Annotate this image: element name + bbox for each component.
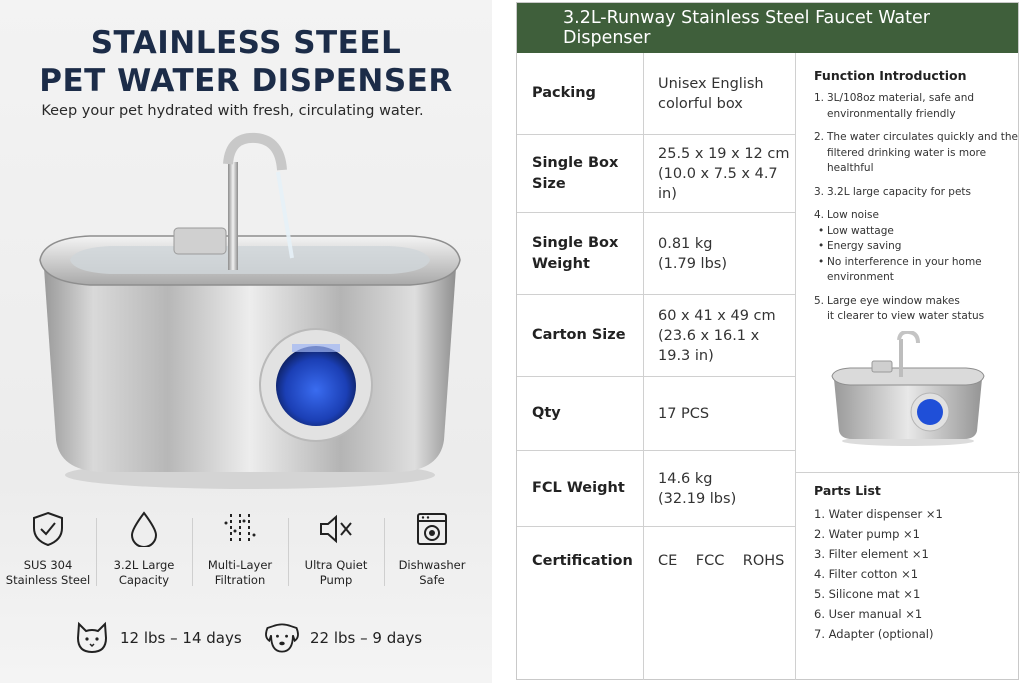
feature-quiet-pump	[288, 510, 384, 600]
list-item: 5. Silicone mat ×1	[814, 587, 921, 601]
parts-title: Parts List	[814, 483, 881, 498]
capacity-dog-text: 22 lbs – 9 days	[310, 629, 423, 647]
list-item: 6. User manual ×1	[814, 607, 923, 621]
spec-key	[517, 233, 643, 275]
table-row	[517, 135, 795, 213]
list-text: Low noise	[827, 209, 879, 221]
spec-value: CE FCC ROHS	[643, 527, 795, 680]
list-item	[814, 294, 1014, 325]
headline	[0, 24, 492, 100]
feature-label: Safe	[419, 573, 445, 587]
parts-items	[814, 504, 1014, 644]
bullet-item: • No interference in your home environment	[818, 255, 982, 283]
spec-value-line: 0.81 kg	[658, 235, 713, 252]
list-item	[814, 91, 1014, 122]
headline-line-1: STAINLESS STEEL	[90, 25, 402, 61]
list-text: environmentally friendly	[827, 107, 956, 120]
spec-value-line: (23.6 x 16.1 x 19.3 in)	[658, 327, 760, 364]
spec-value	[643, 295, 795, 376]
spec-key: Qty	[532, 405, 561, 421]
spec-value	[643, 135, 795, 212]
list-text: Large eye window makes	[827, 294, 960, 307]
list-text: healthful	[827, 162, 874, 174]
capacity-cat	[72, 618, 242, 658]
list-number: 3.	[814, 185, 825, 198]
filtration-icon	[221, 510, 259, 548]
spec-key-line: Single Box	[532, 234, 619, 251]
shield-check-icon	[29, 510, 67, 548]
feature-label: 3.2L Large	[113, 558, 175, 572]
spec-value	[643, 53, 795, 134]
feature-label: Dishwasher	[398, 558, 466, 572]
list-number: 4.	[814, 209, 825, 221]
table-row	[517, 53, 795, 135]
spec-key: Certification	[532, 553, 633, 569]
headline-line-2: PET WATER DISPENSER	[39, 63, 453, 99]
spec-value	[643, 377, 795, 450]
water-dispenser-image	[30, 130, 470, 500]
parts-list	[814, 483, 1014, 644]
spec-value-line: 60 x 41 x 49 cm	[658, 307, 776, 324]
side-divider	[796, 472, 1020, 473]
feature-label: Capacity	[118, 573, 170, 587]
spec-sheet	[516, 2, 1019, 680]
side-panel	[795, 53, 1019, 680]
spec-key: FCL Weight	[532, 480, 625, 496]
list-item	[814, 208, 1014, 286]
speaker-mute-icon	[317, 510, 355, 548]
table-row	[517, 213, 795, 295]
function-introduction	[814, 68, 1018, 333]
capacity-cat-text: 12 lbs – 14 days	[120, 629, 242, 647]
list-text: 3.2L large capacity for pets	[827, 185, 971, 198]
spec-key-line: Weight	[532, 255, 590, 272]
list-item: 4. Filter cotton ×1	[814, 567, 919, 581]
table-row	[517, 295, 795, 377]
list-number: 1.	[814, 92, 825, 104]
bullet-item: • Low wattage	[818, 224, 982, 240]
list-item	[814, 185, 1014, 201]
list-text: filtered drinking water is more	[827, 146, 987, 159]
list-item: 7. Adapter (optional)	[814, 627, 934, 641]
function-list	[814, 91, 1018, 325]
feature-label: Stainless Steel	[5, 573, 91, 587]
feature-label: Filtration	[214, 573, 266, 587]
spec-value-line: Unisex English	[658, 75, 764, 92]
spec-value	[643, 451, 795, 526]
tagline: Keep your pet hydrated with fresh, circulating water.	[41, 103, 424, 119]
feature-label: Ultra Quiet	[304, 558, 368, 572]
list-item	[814, 130, 1018, 177]
feature-stainless-steel	[0, 510, 96, 600]
list-number: 5.	[814, 294, 825, 307]
feature-label: Multi-Layer	[207, 558, 273, 572]
spec-title: 3.2L-Runway Stainless Steel Faucet Water Dispenser	[517, 3, 1018, 53]
spec-key: Packing	[532, 85, 596, 101]
feature-capacity	[96, 510, 192, 600]
spec-value-line: (10.0 x 7.5 x 4.7 in)	[658, 165, 778, 202]
list-item: 2. Water pump ×1	[814, 527, 920, 541]
spec-value-line: (1.79 lbs)	[658, 255, 727, 272]
spec-value-line: 25.5 x 19 x 12 cm	[658, 145, 790, 162]
list-text: No interference in your home	[827, 255, 982, 268]
spec-value-line: 17 PCS	[658, 405, 710, 422]
capacity-dog	[262, 618, 422, 658]
table-row	[517, 377, 795, 451]
list-number: 2.	[814, 131, 825, 143]
bullet-item: • Energy saving	[818, 239, 982, 255]
feature-label: Pump	[319, 573, 353, 587]
list-text: Low wattage	[827, 224, 894, 237]
list-text: The water circulates quickly and the	[827, 131, 1018, 143]
spec-key: Single Box Size	[532, 154, 619, 192]
list-text: 3L/108oz material, safe and	[827, 92, 975, 104]
list-text: Energy saving	[827, 240, 902, 252]
spec-value-line: (32.19 lbs)	[658, 490, 737, 507]
spec-value	[643, 213, 795, 294]
product-thumbnail-image	[830, 331, 986, 449]
list-item: 3. Filter element ×1	[814, 547, 929, 561]
list-item: 1. Water dispenser ×1	[814, 507, 943, 521]
function-title: Function Introduction	[814, 68, 967, 83]
feature-dishwasher	[384, 510, 480, 600]
spec-key: Carton Size	[532, 327, 626, 343]
table-row	[517, 527, 795, 680]
cat-icon	[72, 618, 112, 658]
spec-value-line: 14.6 kg	[658, 470, 713, 487]
list-text: it clearer to view water status	[827, 310, 985, 322]
dishwasher-icon	[413, 510, 451, 548]
feature-label: SUS 304	[23, 558, 73, 572]
list-text: environment	[827, 271, 894, 283]
table-row	[517, 451, 795, 527]
water-drop-icon	[125, 510, 163, 548]
feature-list	[0, 510, 492, 600]
feature-filtration	[192, 510, 288, 600]
product-hero-panel	[0, 0, 492, 683]
dog-icon	[262, 618, 302, 658]
spec-value-line: colorful box	[658, 95, 743, 112]
